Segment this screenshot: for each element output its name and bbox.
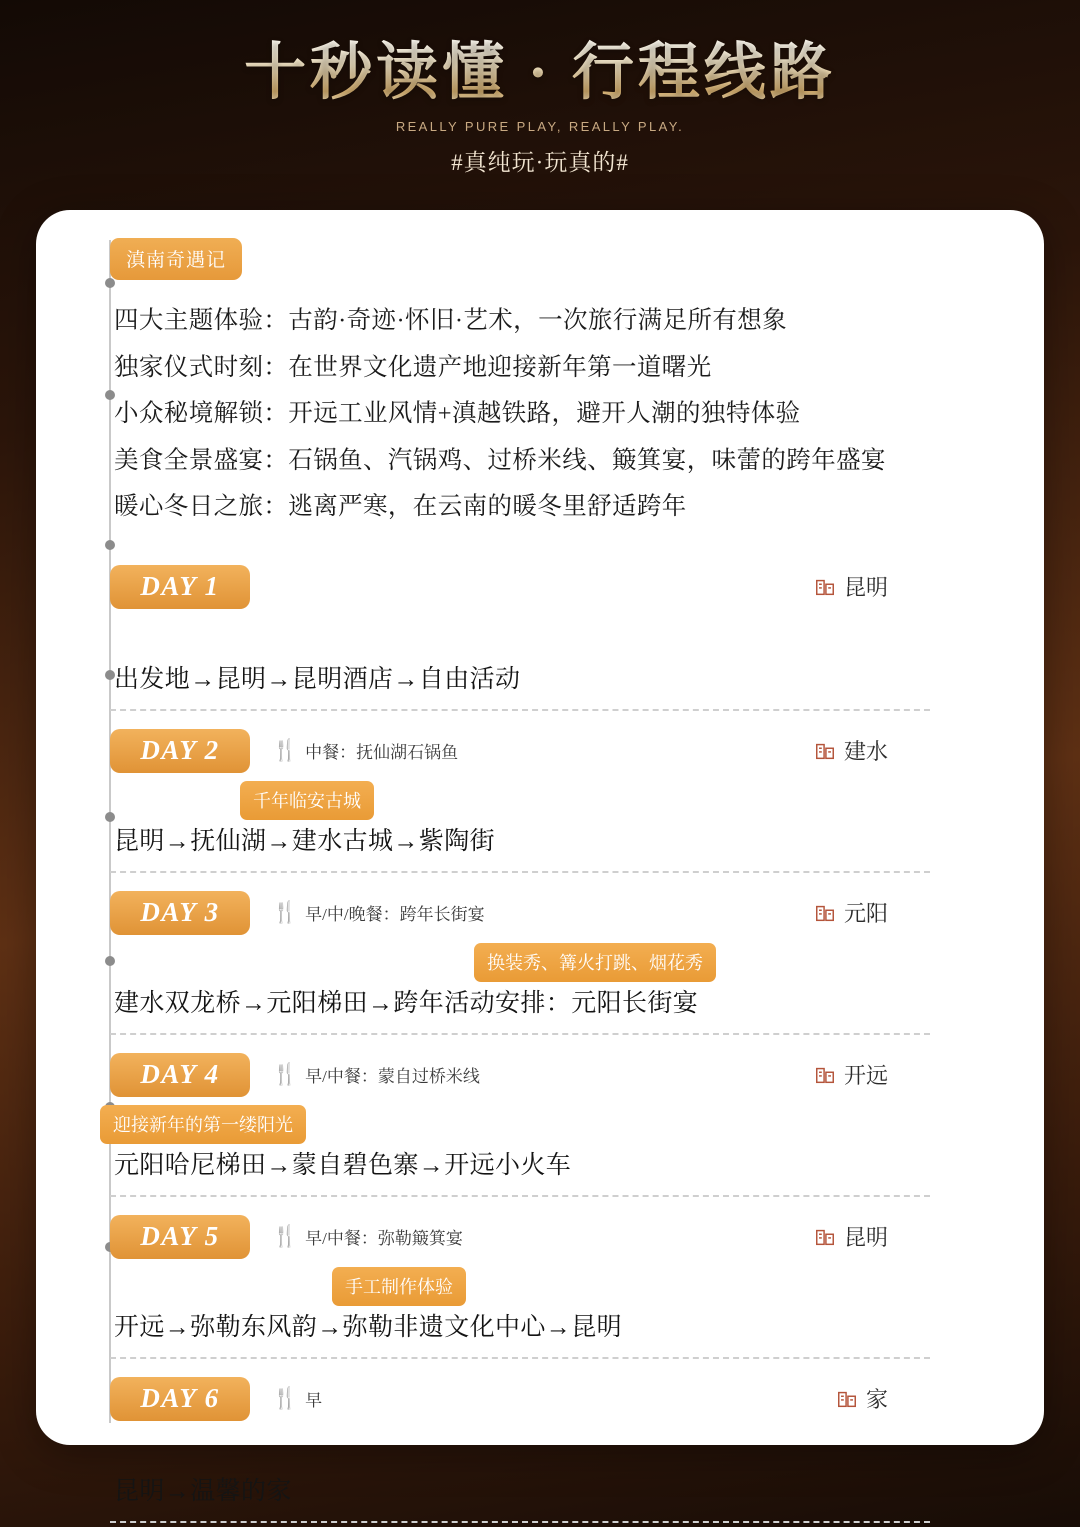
day-meal	[272, 900, 485, 925]
day-block	[110, 565, 1008, 711]
day-divider	[110, 1357, 930, 1359]
intro-list	[114, 298, 1008, 531]
day-divider	[110, 1033, 930, 1035]
day-route: 昆明→温馨的家	[114, 1477, 292, 1505]
day-highlight: 换装秀、篝火打跳、烟花秀	[474, 943, 716, 982]
day-city	[836, 1383, 888, 1414]
day-block	[110, 1053, 1008, 1197]
meal-label: 早/中餐：蒙自过桥米线	[305, 1067, 480, 1086]
day-badge[interactable]: DAY 3	[110, 891, 250, 935]
fork-knife-icon: 🍴	[272, 1224, 299, 1248]
day-route: 开远→弥勒东风韵→弥勒非遗文化中心→昆明	[114, 1313, 623, 1341]
day-header	[110, 1215, 1008, 1259]
building-icon	[836, 1388, 858, 1410]
intro-line: 暖心冬日之旅：逃离严寒，在云南的暖冬里舒适跨年	[114, 493, 687, 520]
intro-line: 四大主题体验：古韵·奇迹·怀旧·艺术，一次旅行满足所有想象	[114, 307, 788, 334]
day-route: 元阳哈尼梯田→蒙自碧色寨→开远小火车	[114, 1151, 572, 1179]
highlight-row	[110, 943, 1008, 979]
building-icon	[814, 1226, 836, 1248]
building-icon	[814, 1064, 836, 1086]
fork-knife-icon: 🍴	[272, 738, 299, 762]
city-label: 昆明	[843, 575, 888, 600]
day-city	[814, 735, 888, 766]
day-city	[814, 571, 888, 602]
day-badge[interactable]: DAY 6	[110, 1377, 250, 1421]
itinerary-card	[36, 210, 1044, 1505]
page-title: 十秒读懂 · 行程线路	[0, 38, 1080, 109]
day-header	[110, 891, 1008, 935]
day-divider	[110, 1521, 930, 1523]
subtitle-chinese: #真纯玩·玩真的#	[451, 150, 629, 176]
day-divider	[110, 709, 930, 711]
page-header	[0, 0, 1080, 177]
day-header	[110, 1053, 1008, 1097]
theme-tag: 滇南奇遇记	[110, 238, 242, 280]
day-badge[interactable]: DAY 5	[110, 1215, 250, 1259]
meal-label: 早/中餐：弥勒簸箕宴	[305, 1229, 463, 1248]
day-highlight: 迎接新年的第一缕阳光	[100, 1105, 306, 1144]
day-divider	[110, 871, 930, 873]
day-block	[110, 1377, 1008, 1523]
highlight-row	[110, 1105, 1008, 1141]
day-highlight: 千年临安古城	[240, 781, 374, 820]
intro-line: 美食全景盛宴：石锅鱼、汽锅鸡、过桥米线、簸箕宴，味蕾的跨年盛宴	[114, 446, 886, 474]
day-city	[814, 897, 888, 928]
highlight-spacer	[110, 609, 1008, 655]
fork-knife-icon: 🍴	[272, 900, 299, 924]
day-route: 昆明→抚仙湖→建水古城→紫陶街	[114, 827, 496, 855]
highlight-row	[110, 1267, 1008, 1303]
building-icon	[814, 576, 836, 598]
day-meal	[272, 738, 458, 763]
city-label: 开远	[843, 1063, 888, 1088]
day-meal	[272, 1062, 480, 1087]
subtitle-english: REALLY PURE PLAY, REALLY PLAY.	[395, 119, 685, 135]
meal-label: 早/中/晚餐：跨年长街宴	[305, 905, 485, 924]
card-content	[110, 238, 1008, 1523]
meal-label: 中餐：抚仙湖石锅鱼	[305, 743, 459, 762]
city-label: 建水	[843, 739, 888, 764]
meal-label: 早	[305, 1391, 323, 1410]
day-badge[interactable]: DAY 2	[110, 729, 250, 773]
city-label: 昆明	[843, 1225, 888, 1250]
day-route: 建水双龙桥→元阳梯田→跨年活动安排：元阳长街宴	[114, 989, 699, 1017]
day-header	[110, 1377, 1008, 1421]
day-route: 出发地→昆明→昆明酒店→自由活动	[114, 665, 521, 693]
city-label: 家	[865, 1387, 888, 1412]
day-block	[110, 891, 1008, 1035]
day-meal	[272, 1386, 322, 1411]
fork-knife-icon: 🍴	[272, 1386, 299, 1410]
day-badge[interactable]: DAY 1	[110, 565, 250, 609]
intro-line: 独家仪式时刻：在世界文化遗产地迎接新年第一道曙光	[114, 353, 712, 381]
city-label: 元阳	[843, 901, 888, 926]
day-header	[110, 729, 1008, 773]
day-header	[110, 565, 1008, 609]
day-meal	[272, 1224, 463, 1249]
highlight-row	[110, 781, 1008, 817]
building-icon	[814, 740, 836, 762]
day-highlight: 手工制作体验	[332, 1267, 466, 1306]
day-divider	[110, 1195, 930, 1197]
intro-line: 小众秘境解锁：开远工业风情+滇越铁路，避开人潮的独特体验	[114, 400, 801, 427]
day-badge[interactable]: DAY 4	[110, 1053, 250, 1097]
day-city	[814, 1059, 888, 1090]
day-city	[814, 1221, 888, 1252]
day-block	[110, 1215, 1008, 1359]
fork-knife-icon: 🍴	[272, 1062, 299, 1086]
day-block	[110, 729, 1008, 873]
highlight-spacer	[110, 1421, 1008, 1467]
building-icon	[814, 902, 836, 924]
